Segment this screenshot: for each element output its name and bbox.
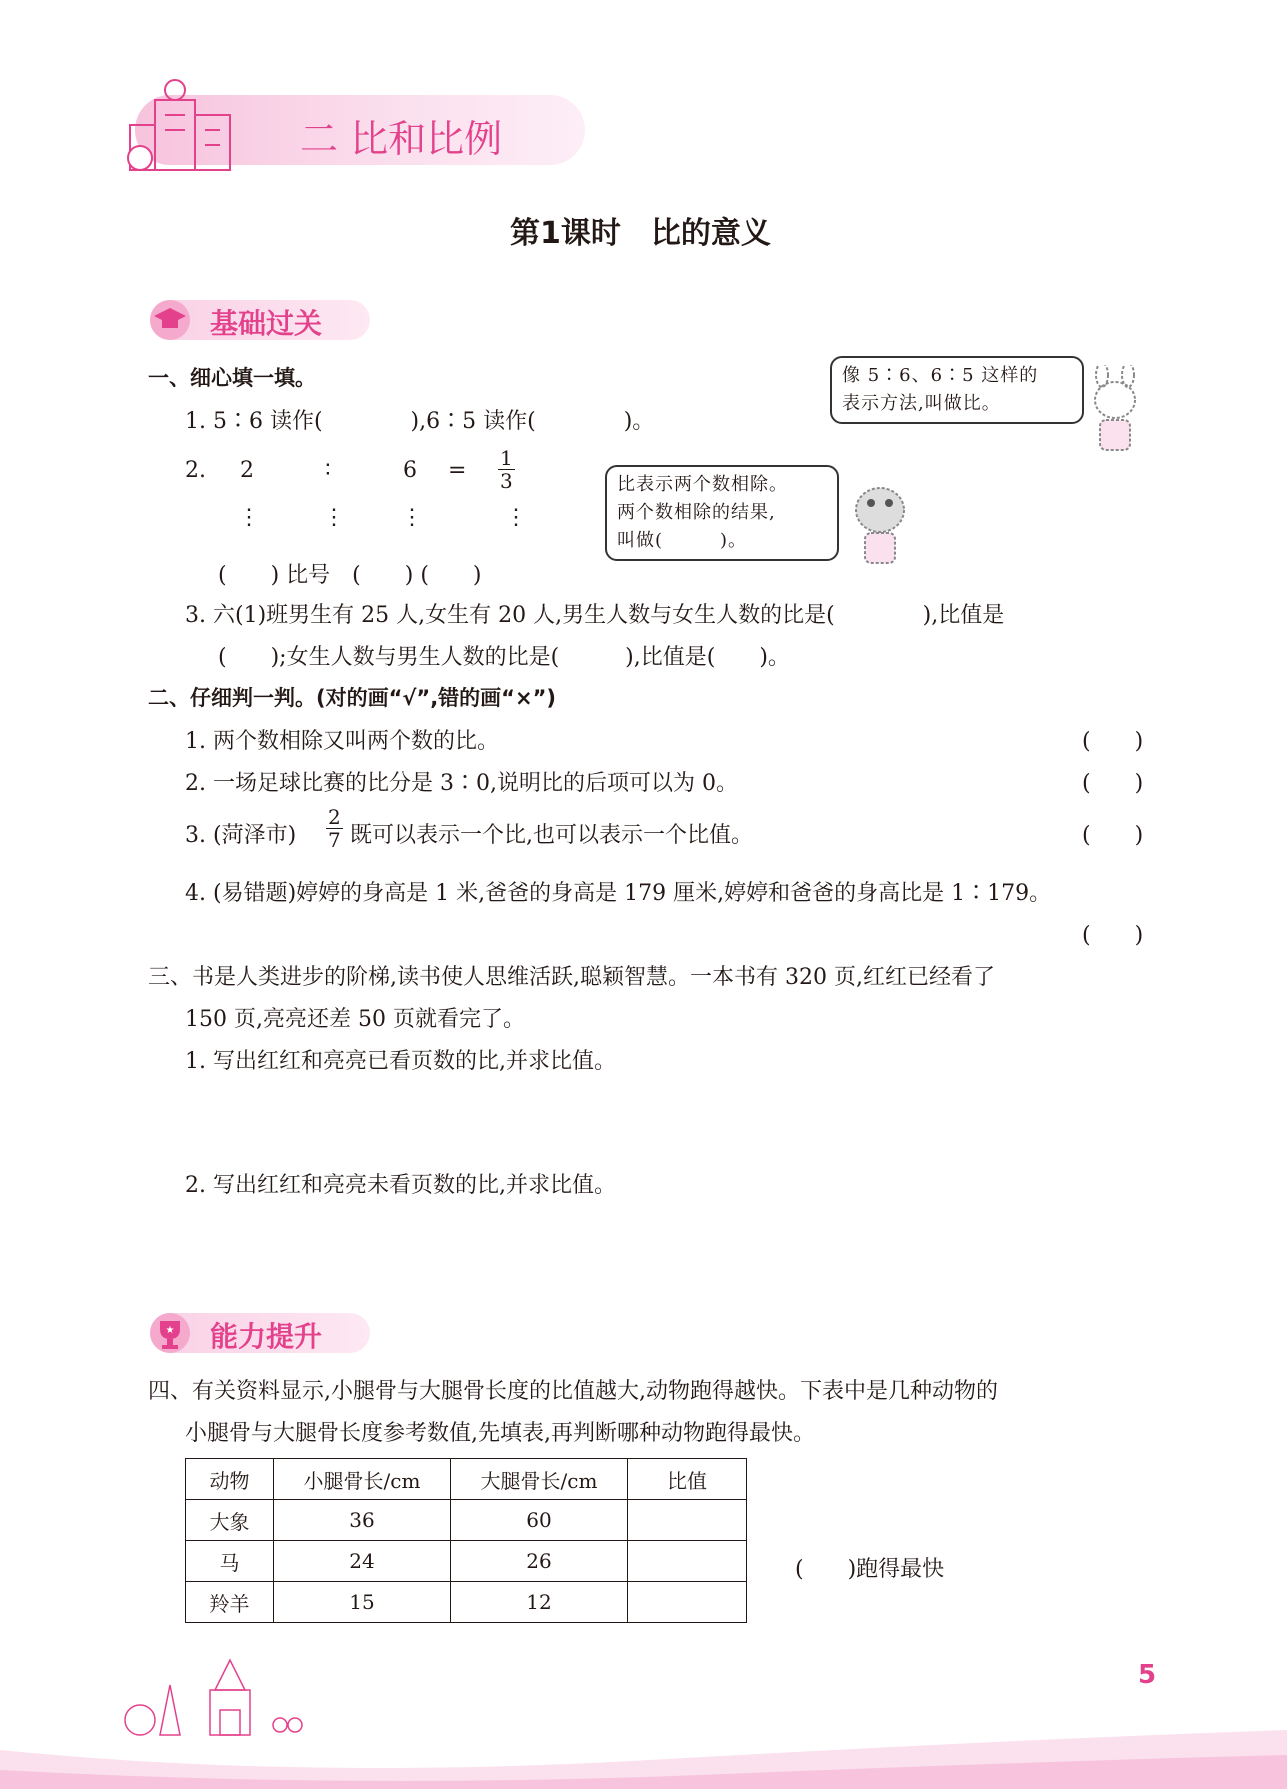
building-illustration-icon <box>120 70 260 180</box>
frog-mascot-icon <box>845 475 915 575</box>
q2-item4: 4. (易错题)婷婷的身高是 1 米,爸爸的身高是 179 厘米,婷婷和爸爸的身高比是 1∶179。 <box>185 881 1052 906</box>
q1-item3-line1: 3. 六(1)班男生有 25 人,女生有 20 人,男生人数与女生人数的比是( ),比值是 <box>185 603 1005 628</box>
q1-heading: 一、细心填一填。 <box>148 366 316 390</box>
table-cell-animal: 马 <box>186 1541 274 1582</box>
q3-line1: 三、书是人类进步的阶梯,读书使人思维活跃,聪颖智慧。一本书有 320 页,红红已经看了 <box>148 965 995 990</box>
q4-line2: 小腿骨与大腿骨长度参考数值,先填表,再判断哪种动物跑得最快。 <box>185 1421 815 1446</box>
section-title-advanced: 能力提升 <box>210 1320 323 1353</box>
table-row <box>186 1582 747 1623</box>
table-cell-upper-leg: 60 <box>451 1500 628 1541</box>
table-cell-ratio-blank[interactable] <box>628 1541 747 1582</box>
bunny-mascot-icon <box>1080 365 1150 460</box>
q2-item3-prefix: 3. (菏泽市) <box>185 823 297 848</box>
fraction-numerator: 1 <box>500 446 513 470</box>
table-row <box>186 1541 747 1582</box>
q3-item1: 1. 写出红红和亮亮已看页数的比,并求比值。 <box>185 1049 616 1074</box>
q2-item1-blank[interactable]: ( ) <box>1082 729 1144 754</box>
table-header-cell: 大腿骨长/cm <box>451 1459 628 1500</box>
chapter-title: 二 比和比例 <box>300 117 503 161</box>
trophy-icon <box>148 1311 196 1355</box>
explanation-bubble-line1: 比表示两个数相除。 <box>617 474 788 495</box>
table-cell-ratio-blank[interactable] <box>628 1500 747 1541</box>
q2-item4-blank[interactable]: ( ) <box>1082 923 1144 948</box>
bone-length-table <box>185 1458 747 1623</box>
graduation-cap-icon <box>148 298 196 342</box>
explanation-bubble-line2: 两个数相除的结果, <box>617 502 776 523</box>
table-header-row <box>186 1459 747 1500</box>
explanation-bubble <box>605 465 839 561</box>
fraction-denominator: 3 <box>500 469 513 493</box>
q3-line2: 150 页,亮亮还差 50 页就看完了。 <box>185 1007 525 1032</box>
q1-item2-labels: ( ) 比号 ( ) ( ) <box>218 563 482 588</box>
table-header-cell: 比值 <box>628 1459 747 1500</box>
q1-item3-line2: ( );女生人数与男生人数的比是( ),比值是( )。 <box>218 645 790 670</box>
table-header-cell: 动物 <box>186 1459 274 1500</box>
lesson-title: 第1课时 比的意义 <box>510 216 771 251</box>
q2-heading: 二、仔细判一判。(对的画“√”,错的画“×”) <box>148 686 556 710</box>
q4-line1: 四、有关资料显示,小腿骨与大腿骨长度的比值越大,动物跑得越快。下表中是几种动物的 <box>148 1379 998 1404</box>
q1-item2-fraction <box>498 447 515 492</box>
table-cell-lower-leg: 24 <box>274 1541 451 1582</box>
q1-item2-dots-3: ⋮ <box>401 505 423 530</box>
fraction-numerator: 2 <box>328 805 341 829</box>
q2-item3-blank[interactable]: ( ) <box>1082 823 1144 848</box>
table-cell-lower-leg: 15 <box>274 1582 451 1623</box>
table-cell-animal: 大象 <box>186 1500 274 1541</box>
table-cell-upper-leg: 12 <box>451 1582 628 1623</box>
q1-item2-colon: ∶ <box>325 458 331 483</box>
q2-item3-text: 既可以表示一个比,也可以表示一个比值。 <box>350 823 753 848</box>
table-cell-upper-leg: 26 <box>451 1541 628 1582</box>
table-row <box>186 1500 747 1541</box>
q1-item2-a: 2 <box>240 458 254 483</box>
q2-item2: 2. 一场足球比赛的比分是 3∶0,说明比的后项可以为 0。 <box>185 771 738 796</box>
q1-item2-num: 2. <box>185 458 206 483</box>
q1-item2-dots-2: ⋮ <box>323 505 345 530</box>
page-number: 5 <box>1138 1660 1157 1690</box>
section-title-basic: 基础过关 <box>210 307 323 340</box>
q1-item1: 1. 5∶6 读作( ),6∶5 读作( )。 <box>185 409 655 434</box>
q2-item3-fraction <box>326 806 343 851</box>
fraction-denominator: 7 <box>328 828 341 852</box>
definition-bubble <box>830 356 1084 424</box>
table-cell-ratio-blank[interactable] <box>628 1582 747 1623</box>
explanation-bubble-line3: 叫做( )。 <box>617 530 748 551</box>
castle-skyline-icon <box>100 1650 340 1740</box>
q1-item2-dots-1: ⋮ <box>238 505 260 530</box>
definition-bubble-line1: 像 5∶6、6∶5 这样的 <box>842 365 1039 386</box>
definition-bubble-line2: 表示方法,叫做比。 <box>842 393 1001 414</box>
q1-item2-eq: = <box>448 458 467 483</box>
q1-item2-dots-4: ⋮ <box>505 505 527 530</box>
table-cell-lower-leg: 36 <box>274 1500 451 1541</box>
q1-item2-b: 6 <box>403 458 417 483</box>
table-cell-animal: 羚羊 <box>186 1582 274 1623</box>
table-header-cell: 小腿骨长/cm <box>274 1459 451 1500</box>
svg-text:★: ★ <box>165 1325 175 1336</box>
q2-item1: 1. 两个数相除又叫两个数的比。 <box>185 729 499 754</box>
q3-item2: 2. 写出红红和亮亮未看页数的比,并求比值。 <box>185 1173 616 1198</box>
q4-answer[interactable]: ( )跑得最快 <box>795 1557 945 1582</box>
q2-item2-blank[interactable]: ( ) <box>1082 771 1144 796</box>
